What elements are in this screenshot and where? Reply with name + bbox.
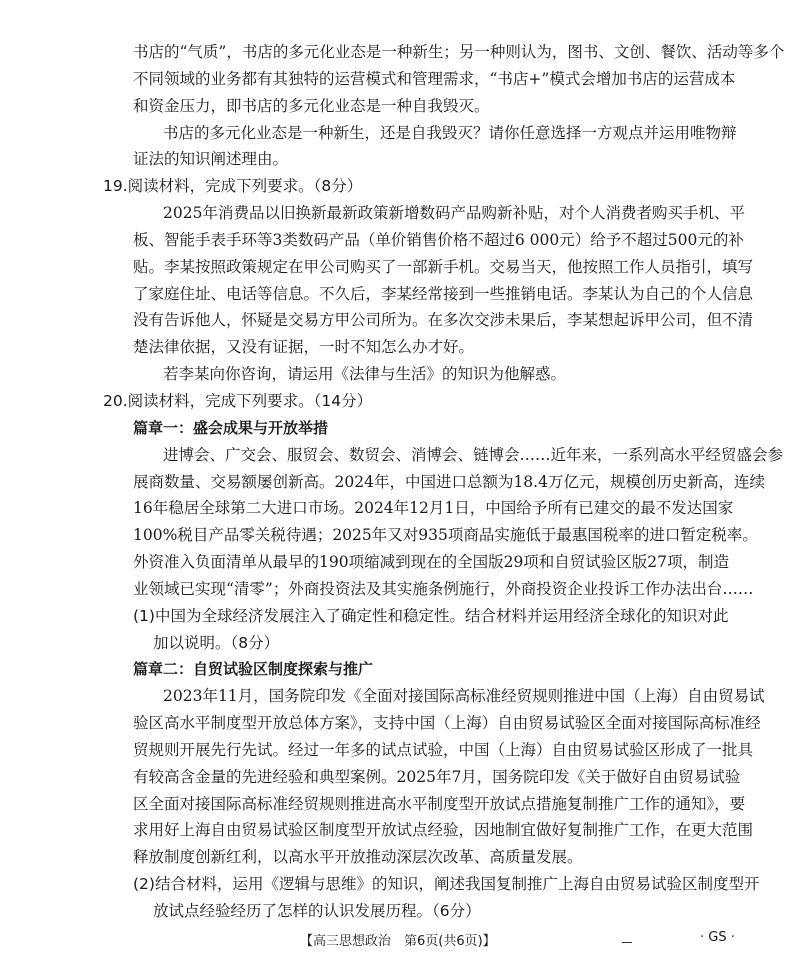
text-line: 2023年11月，国务院印发《全面对接国际高标准经贸规则推进中国（上海）自由贸易试 — [163, 687, 765, 706]
text-line: 区全面对接国际高标准经贸规则推进高水平制度型开放试点措施复制推广工作的通知》，要 — [133, 794, 746, 813]
footer-code: · GS · — [700, 930, 735, 945]
text-line: 若李某向你咨询，请运用《法律与生活》的知识为他解惑。 — [163, 365, 567, 384]
text-line: 和资金压力，即书店的多元化业态是一种自我毁灭。 — [133, 96, 490, 115]
text-line: 贸规则开展先行先试。经过一年多的试点试验，中国（上海）自由贸易试验区形成了一批具 — [133, 740, 754, 759]
text-line: 展商数量、交易额屡创新高。2024年，中国进口总额为18.4万亿元，规模创历史新高，连续 — [133, 472, 765, 491]
text-line: 贴。李某按照政策规定在甲公司购买了一部新手机。交易当天，他按照工作人员指引，填写 — [133, 257, 754, 276]
text-line: 20.阅读材料，完成下列要求。（14分） — [103, 391, 373, 410]
text-line: 板、智能手表手环等3类数码产品（单价销售价格不超过6 000元）给予不超过500元的补 — [133, 230, 744, 249]
text-line: 业领域已实现“清零”；外商投资法及其实施条例施行，外商投资企业投诉工作办法出台…… — [133, 579, 754, 598]
text-line: 进博会、广交会、服贸会、数贸会、消博会、链博会……近年来，一系列高水平经贸盛会参 — [163, 445, 784, 464]
text-line: 释放制度创新红利，以高水平开放推动深层次改革、高质量发展。 — [133, 848, 583, 867]
page-footer — [0, 930, 800, 952]
footer-page-info: 【高三思想政治 第6页(共6页)】 — [300, 934, 496, 949]
text-line: 求用好上海自由贸易试验区制度型开放试点经验，因地制宜做好复制推广工作，在更大范围 — [133, 821, 754, 840]
text-line: 19.阅读材料，完成下列要求。（8分） — [103, 177, 363, 196]
text-line: 楚法律依据，又没有证据，一时不知怎么办才好。 — [133, 338, 475, 357]
text-line: 证法的知识阐述理由。 — [133, 150, 289, 169]
text-line: 篇章二：自贸试验区制度探索与推广 — [133, 660, 374, 679]
text-line: 16年稳居全球第二大进口市场。2024年12月1日，中国给予所有已建交的最不发达国家 — [133, 499, 734, 518]
text-line: 不同领域的业务都有其独特的运营模式和管理需求，“书店+”模式会增加书店的运营成本 — [133, 69, 736, 88]
text-line: 放试点经验经历了怎样的认识发展历程。（6分） — [153, 902, 481, 920]
text-line: (1)中国为全球经济发展注入了确定性和稳定性。结合材料并运用经济全球化的知识对此 — [133, 606, 729, 625]
footer-dash — [622, 942, 632, 943]
text-line: 篇章一：盛会成果与开放举措 — [133, 418, 329, 437]
text-line: 书店的多元化业态是一种新生，还是自我毁灭？请你任意选择一方观点并运用唯物辩 — [163, 123, 737, 142]
text-line: 了家庭住址、电话等信息。不久后，李某经常接到一些推销电话。李某认为自己的个人信息 — [133, 284, 754, 303]
text-line: 有较高含金量的先进经验和典型案例。2025年7月，国务院印发《关于做好自由贸易试验 — [133, 767, 741, 786]
text-line: 验区高水平制度型开放总体方案》，支持中国（上海）自由贸易试验区全面对接国际高标准经 — [133, 714, 761, 733]
text-line: 2025年消费品以旧换新最新政策新增数码产品购新补贴，对个人消费者购买手机、平 — [163, 204, 745, 223]
text-line: 100%税目产品零关税待遇；2025年又对935项商品实施低于最惠国税率的进口暂定税率。 — [133, 526, 758, 545]
text-line: 加以说明。（8分） — [153, 633, 280, 652]
text-line: 书店的“气质”，书店的多元化业态是一种新生；另一种则认为，图书、文创、餐饮、活动等多个 — [133, 43, 785, 61]
text-line: 外资准入负面清单从最早的190项缩减到现在的全国版29项和自贸试验区版27项，制造 — [133, 553, 730, 572]
text-line: (2)结合材料，运用《逻辑与思维》的知识，阐述我国复制推广上海自由贸易试验区制度型开 — [133, 875, 760, 894]
text-line: 没有告诉他人，怀疑是交易方甲公司所为。在多次交涉未果后，李某想起诉甲公司，但不清 — [133, 311, 754, 330]
